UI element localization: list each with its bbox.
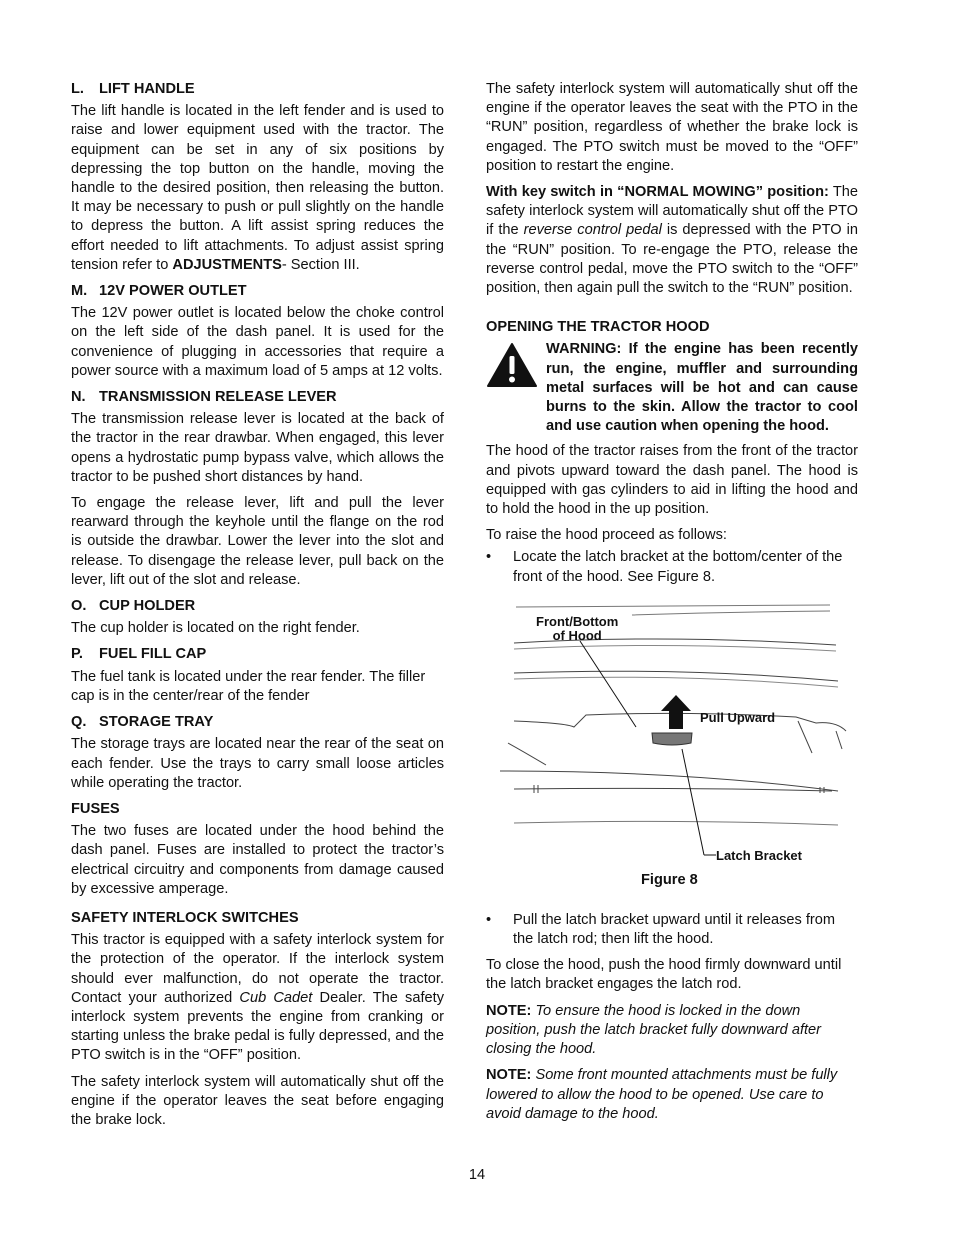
close-hood-text: To close the hood, push the hood firmly downward until the latch bracket engages the latch rod. [486, 957, 842, 993]
interlock-pto-text: The safety interlock system will automatically shut off the engine if the operator leaves the seat with the PTO in the “RUN” position, regardless of whether the brake lock is engaged. The PTO switch must be moved to the “OFF” position to restart the engine. [486, 81, 858, 174]
right-column [486, 80, 858, 1131]
safety-interlock-text-2: The safety interlock system will automatically shut off the engine if the operator leaves the seat before engaging the brake lock. [71, 1073, 444, 1128]
hood-description-text: The hood of the tractor raises from the front of the tractor and pivots upward toward the dash panel. The hood is equipped with gas cylinders to aid in lifting the hood and to hold the hood in the up position. [486, 443, 858, 518]
label-pull-upward: Pull Upward [700, 709, 776, 725]
safety-interlock-text-1: This tractor is equipped with a safety interlock system for the protection of the operator. If the interlock system should ever malfunction, do not operate the tractor. Contact your authorized Cub Cadet Dealer. The safety interlock system prevents the engine from cranking or starting unless the brake pedal is fully depressed, and the PTO switch is in the “OFF” position. [71, 932, 444, 1064]
note-front-attachments: NOTE: Some front mounted attachments must be fully lowered to allow the hood to be opened. Use care to avoid damage to the hood. [486, 1067, 838, 1122]
left-column [71, 80, 444, 1137]
heading-lift-handle: L. LIFT HANDLE [71, 81, 195, 97]
cup-holder-text: The cup holder is located on the right fender. [71, 620, 360, 637]
heading-safety-interlock: SAFETY INTERLOCK SWITCHES [71, 909, 299, 926]
storage-tray-text: The storage trays are located near the rear of the seat on each fender. Use the trays to carry small loose articles while operating the tractor. [71, 736, 444, 791]
page-number: 14 [468, 1167, 486, 1183]
heading-transmission-release: N. TRANSMISSION RELEASE LEVER [71, 389, 337, 406]
power-outlet-text: The 12V power outlet is located below the choke control on the left side of the dash panel. It is used for the convenience of plugging in accessories that require a power source with a maximum load of 5 amps at 12 volts. [71, 305, 444, 379]
lift-handle-text: The lift handle is located in the left fender and is used to raise and lower equipment used with the tractor. The equipment can be set in any of six positions by depressing the top button on the handle, moving the handle to the desired position, then releasing the button. It may be necessary to push or pull slightly on the handle to depress the button. A lift assist spring reduces the effort needed to lift attachments. To adjust assist spring tension refer to ADJUSTMENTS- Section III. [71, 103, 444, 273]
fuel-cap-text: The fuel tank is located under the rear fender. The filler cap is in the center/rear of the fender [71, 668, 426, 704]
raise-hood-intro: To raise the hood proceed as follows: [486, 527, 727, 544]
warning-block [486, 340, 858, 436]
figure-8 [486, 603, 858, 893]
fuses-text: The two fuses are located under the hood behind the dash panel. Fuses are installed to protect the tractor’s electrical circuitry and components from damage caused by excessive amperage. [71, 823, 444, 897]
heading-cup-holder: O. CUP HOLDER [71, 598, 196, 615]
transmission-release-text-2: To engage the release lever, lift and pull the lever rearward through the keyhole until the flange on the rod is outside the drawbar. Lower the lever into the slot and release. To disengage the release lever, pull back on the lever, lift out of the slot and release. [71, 495, 444, 588]
heading-opening-hood: OPENING THE TRACTOR HOOD [486, 319, 710, 336]
bullet-locate-latch: • Locate the latch bracket at the bottom/center of the front of the hood. See Figure 8. [486, 549, 843, 585]
warning-triangle-icon [486, 342, 538, 388]
warning-text: WARNING: If the engine has been recently run, the engine, muffler and surrounding metal surfaces will be hot and can cause burns to the skin. Allow the tractor to cool and use caution when opening the hood. [546, 341, 858, 435]
note-lock-hood: NOTE: To ensure the hood is locked in the down position, push the latch bracket fully downward after closing the hood. [486, 1002, 822, 1058]
heading-fuel-cap: P. FUEL FILL CAP [71, 646, 207, 663]
hood-latch-illustration [486, 603, 858, 893]
transmission-release-text-1: The transmission release lever is located at the back of the tractor in the rear drawbar. When engaged, this lever opens a hydrostatic pump bypass valve, which allows the tractor to be pushed short distances by hand. [71, 411, 444, 485]
normal-mowing-text: With key switch in “NORMAL MOWING” position: The safety interlock system will automatically shut off the PTO if the reverse control pedal is depressed with the PTO in the “RUN” position. To re-engage the PTO, release the reverse control pedal, move the PTO switch to the “OFF” position, then again pull the switch to the “RUN” position. [486, 184, 858, 297]
label-latch-bracket: Latch Bracket [716, 847, 802, 863]
heading-power-outlet: M. 12V POWER OUTLET [71, 283, 247, 300]
heading-fuses: FUSES [71, 800, 120, 817]
bullet-pull-latch: • Pull the latch bracket upward until it releases from the latch rod; then lift the hood. [486, 911, 836, 948]
heading-storage-tray: Q. STORAGE TRAY [71, 714, 214, 731]
label-front-bottom: Front/Bottom of Hood [536, 613, 619, 643]
figure-caption: Figure 8 [641, 871, 698, 888]
